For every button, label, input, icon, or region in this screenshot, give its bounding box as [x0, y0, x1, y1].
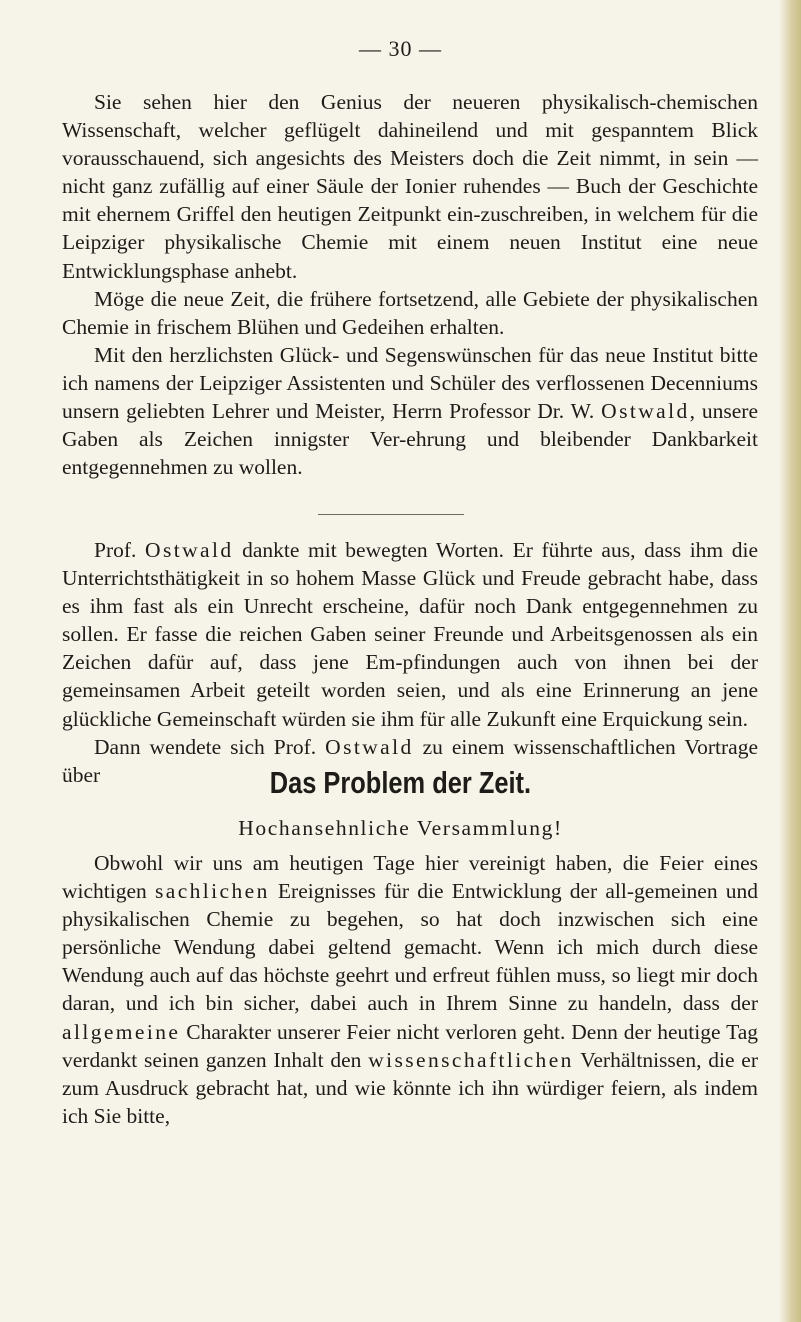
lecture-text [62, 849, 758, 1130]
text-run: Ereignisses für die Entwicklung der all-gemeinen und physikalischen Chemie zu begehen, so hat doch inzwischen sich eine persönliche Wendung dabei geltend gemacht. Wenn ich mich durch diese Wendung auch auf das höchste geehrt und erfreut fühlen muss, so liegt mir doch daran, und ich bin sicher, dabei auch in Ihrem Sinne zu handeln, dass der [62, 879, 759, 1016]
paragraph: Sie sehen hier den Genius der neueren physikalisch-chemischen Wissenschaft, welcher geflügelt dahineilend und mit gespanntem Blick vorausschauend, sich angesichts des Meisters doch die Zeit nimmt, in sein — nicht ganz zufällig auf einer Säule der Ionier ruhendes — Buch der Geschichte mit ehernem Griffel den heutigen Zeitpunkt ein-zuschreiben, in welchem für die Leipziger physikalische Chemie mit einem neuen Institut eine neue Entwicklungsphase anhebt. [62, 90, 758, 283]
section-divider [318, 514, 464, 515]
text-run: , unsere Gaben als Zeichen innigster Ver-ehrung und bleibender Dankbarkeit entgegennehmen zu wollen. [62, 399, 758, 480]
text-run: Verhältnissen, die er zum Ausdruck gebracht hat, und wie könnte ich ihn würdiger feiern, als indem ich Sie bitte, [62, 1047, 759, 1128]
section-title: Das Problem der Zeit. [269, 765, 532, 800]
salutation: Hochansehnliche Versammlung! [238, 816, 563, 840]
page-edge-shadow [779, 0, 801, 1322]
response-text [62, 536, 758, 789]
paragraph [62, 849, 758, 1130]
text-run: Charakter unserer Feier nicht verloren geht. Denn der heutige Tag verdankt seinen ganzen Inhalt den [62, 1019, 759, 1072]
text-run: dankte mit bewegten Worten. Er führte aus, dass ihm die Unterrichtsthätigkeit in so hohem Masse Glück und Freude gebracht habe, dass es ihm fast als ein Unrecht erscheine, dafür noch Dank entgegennehmen zu sollen. Er fasse die reichen Gaben seiner Freunde und Arbeitsgenossen als ein Zeichen dafür auf, dass jene Em-pfindungen auch von ihnen bei der gemeinsamen Arbeit geteilt worden seien, und als eine Erinnerung an jene glückliche Gemeinschaft würden sie ihm für alle Zukunft eine Erquickung sein. [62, 538, 759, 731]
emphasized-name: Ostwald [145, 538, 234, 562]
text-run: Dann wendete sich Prof. [94, 734, 317, 759]
text-run: Prof. [94, 538, 137, 562]
emphasized-name: Ostwald [601, 399, 690, 424]
dedication-text [62, 88, 758, 481]
emphasized-name: Ostwald [325, 734, 414, 759]
text-run: zu einem wissenschaftlichen Vortrage über [62, 734, 759, 787]
emphasized-word: wissenschaftlichen [368, 1047, 574, 1072]
emphasized-word: sachlichen [154, 879, 270, 904]
text-run: Obwohl wir uns am heutigen Tage hier vereinigt haben, die Feier eines wichtigen [62, 851, 758, 904]
text-run: Mit den herzlichsten Glück- und Segenswünschen für das neue Institut bitte ich namens der Leipziger Assistenten und Schüler des verflossenen Decenniums unsern geliebten Lehrer und Meister, Herrn Professor Dr. W. [62, 342, 758, 424]
paragraph [62, 341, 758, 481]
emphasized-word: allgemeine [62, 1019, 181, 1044]
paragraph: Möge die neue Zeit, die frühere fortsetzend, alle Gebiete der physikalischen Chemie in frischem Blühen und Gedeihen erhalten. [62, 286, 758, 339]
page-number: — 30 — [359, 36, 442, 61]
paragraph [62, 536, 758, 733]
